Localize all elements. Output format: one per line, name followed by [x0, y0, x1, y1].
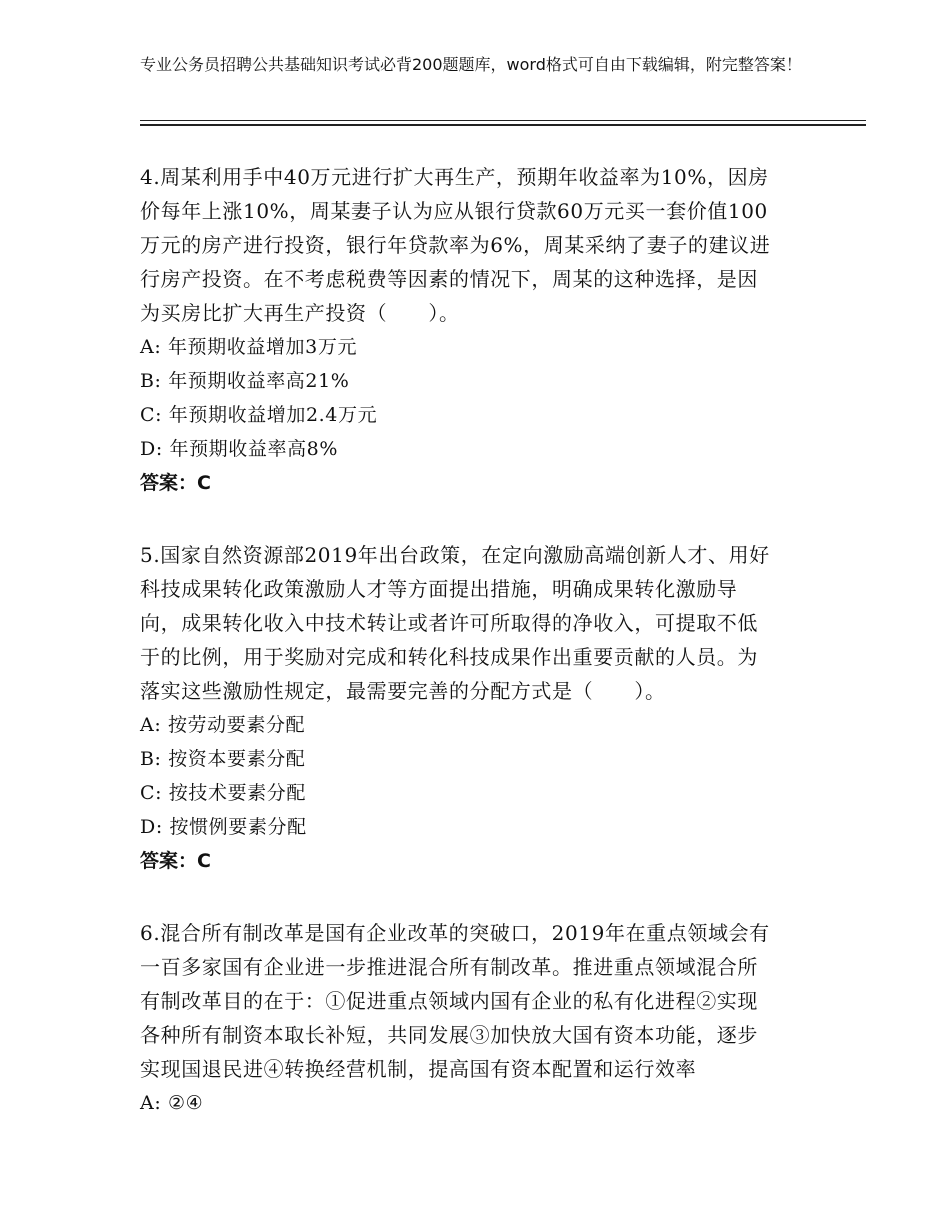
option-a: A: 按劳动要素分配	[140, 714, 306, 736]
stem-line: 为买房比扩大再生产投资（ ）。	[140, 301, 460, 325]
header-divider-thin	[140, 120, 866, 121]
question-stem	[140, 916, 810, 1086]
stem-line: 一百多家国有企业进一步推进混合所有制改革。推进重点领域混合所	[140, 955, 758, 979]
stem-line: 落实这些激励性规定，最需要完善的分配方式是（ ）。	[140, 679, 666, 703]
option-d: D: 年预期收益率高8%	[140, 438, 339, 460]
stem-line: 有制改革目的在于：①促进重点领域内国有企业的私有化进程②实现	[140, 989, 758, 1013]
stem-line: 向，成果转化收入中技术转让或者许可所取得的净收入，可提取不低	[140, 611, 758, 635]
question-stem	[140, 160, 810, 330]
stem-line: 万元的房产进行投资，银行年贷款率为6%，周某采纳了妻子的建议进	[140, 233, 771, 257]
document-header	[140, 54, 820, 76]
stem-line: 行房产投资。在不考虑税费等因素的情况下，周某的这种选择，是因	[140, 267, 758, 291]
stem-line: 价每年上涨10%，周某妻子认为应从银行贷款60万元买一套价值100	[140, 199, 768, 223]
question-6	[140, 916, 810, 1120]
stem-line: 各种所有制资本取长补短，共同发展③加快放大国有资本功能，逐步	[140, 1023, 758, 1047]
option-c: C: 按技术要素分配	[140, 782, 306, 804]
stem-line: 于的比例，用于奖励对完成和转化科技成果作出重要贡献的人员。为	[140, 645, 758, 669]
stem-line: 5.国家自然资源部2019年出台政策，在定向激励高端创新人才、用好	[140, 543, 770, 567]
header-text: 专业公务员招聘公共基础知识考试必背200题题库，word格式可自由下载编辑，附完整答案！	[140, 55, 802, 74]
question-5	[140, 538, 810, 878]
answer-line: 答案：C	[140, 850, 211, 872]
answer-line: 答案：C	[140, 472, 211, 494]
option-c: C: 年预期收益增加2.4万元	[140, 404, 378, 426]
option-a: A: ②④	[140, 1092, 204, 1114]
header-divider-thick	[140, 124, 866, 126]
stem-line: 科技成果转化政策激励人才等方面提出措施，明确成果转化激励导	[140, 577, 738, 601]
stem-line: 实现国退民进④转换经营机制，提高国有资本配置和运行效率	[140, 1057, 697, 1081]
option-d: D: 按惯例要素分配	[140, 816, 307, 838]
question-4	[140, 160, 810, 500]
option-b: B: 年预期收益率高21%	[140, 370, 350, 392]
question-list	[140, 160, 810, 1120]
stem-line: 4.周某利用手中40万元进行扩大再生产，预期年收益率为10%，因房	[140, 165, 769, 189]
question-stem	[140, 538, 810, 708]
option-b: B: 按资本要素分配	[140, 748, 306, 770]
stem-line: 6.混合所有制改革是国有企业改革的突破口，2019年在重点领域会有	[140, 921, 770, 945]
option-a: A: 年预期收益增加3万元	[140, 336, 358, 358]
